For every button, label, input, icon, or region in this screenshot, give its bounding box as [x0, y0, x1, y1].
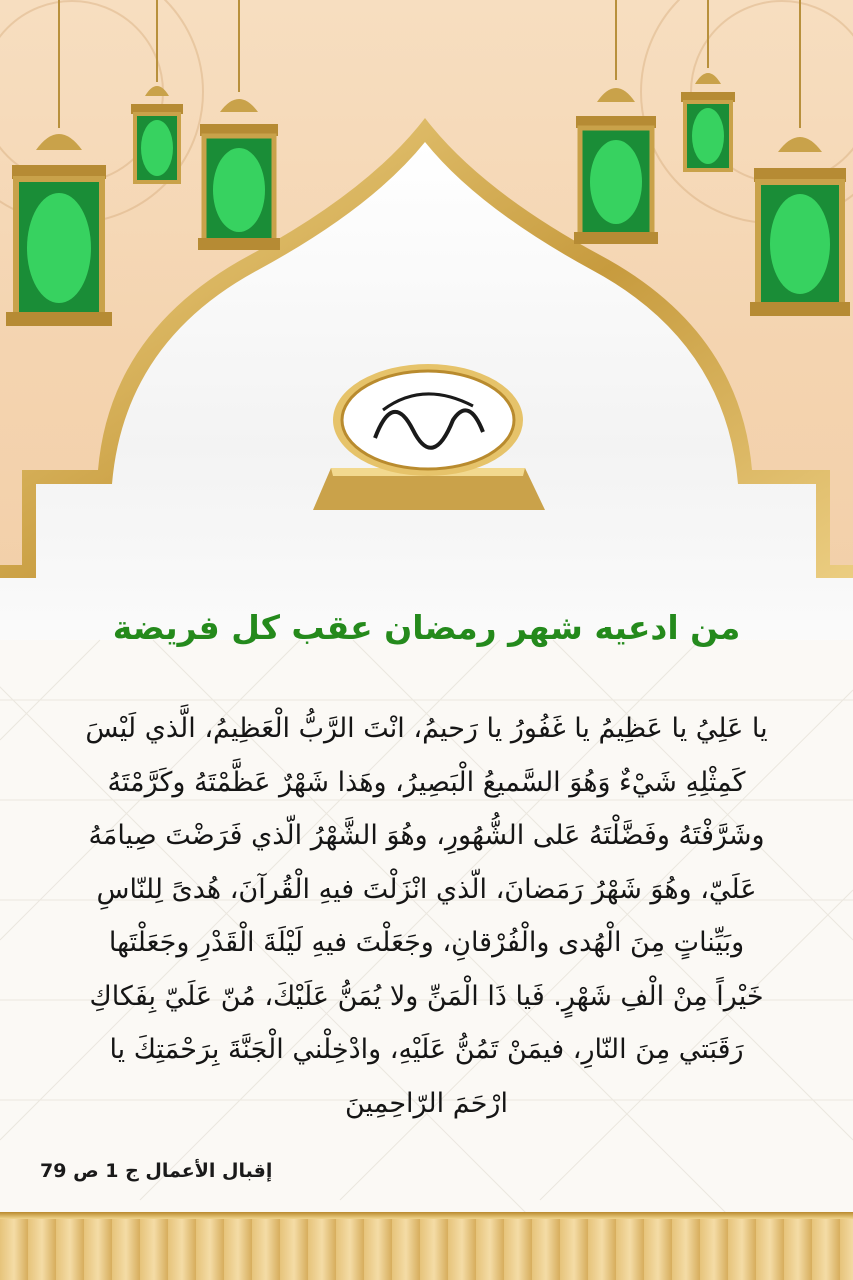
- prayer-line: رَقَبَتي مِنَ النّارِ، فيمَنْ تَمُنُّ عَلَيْهِ، وادْخِلْني الْجَنَّةَ بِرَحْمَتِكَ يا: [109, 1034, 744, 1065]
- lantern-icon: [748, 0, 852, 329]
- lantern-icon: [677, 0, 739, 184]
- prayer-line: وشَرَّفْتَهُ وفَضَّلْتَهُ عَلى الشُّهُورِ، وهُوَ الشَّهْرُ الّذي فَرَضْتَ صِيامَهُ: [88, 820, 765, 851]
- lantern-icon: [127, 0, 187, 194]
- page-title: من ادعيه شهر رمضان عقب كل فريضة: [112, 608, 741, 647]
- prayer-line: ارْحَمَ الرّاحِمِينَ: [345, 1087, 508, 1119]
- lantern-icon: [4, 0, 114, 344]
- prayer-line: عَلَيّ، وهُوَ شَهْرُ رَمَضانَ، الّذي انْزَلْتَ فيهِ الْقُرآنَ، هُدىً لِلنّاسِ: [96, 873, 757, 905]
- lantern-icon: [570, 0, 662, 254]
- prayer-line: يا عَلِيُ يا عَظِيمُ يا غَفُورُ يا رَحيمُ، انْتَ الرَّبُّ الْعَظِيمُ، الَّذي لَيْسَ: [85, 713, 768, 744]
- prayer-line: كَمِثْلِهِ شَيْءٌ وَهُوَ السَّميعُ الْبَصِيرُ، وهَذا شَهْرٌ عَظَّمْتَهُ وكَرَّمْتَهُ: [107, 766, 746, 798]
- prayer-line: وبَيِّناتٍ مِنَ الْهُدى والْفُرْقانِ، وجَعَلْتَ فيهِ لَيْلَةَ الْقَدْرِ وجَعَلْتَها: [108, 927, 745, 958]
- bottom-ornament-band: [0, 1212, 853, 1280]
- source-citation: إقبال الأعمال ج 1 ص 79: [40, 1160, 273, 1182]
- prayer-text: [38, 702, 815, 1130]
- ramadan-kareem-emblem: [283, 360, 573, 520]
- lantern-icon: [194, 0, 284, 259]
- bottom-band-edge: [0, 1212, 853, 1219]
- prayer-line: خَيْراً مِنْ الْفِ شَهْرٍ. فَيا ذَا الْمَنِّ ولا يُمَنُّ عَلَيْكَ، مُنّ عَلَيّ بِفَكاكِ: [89, 980, 764, 1012]
